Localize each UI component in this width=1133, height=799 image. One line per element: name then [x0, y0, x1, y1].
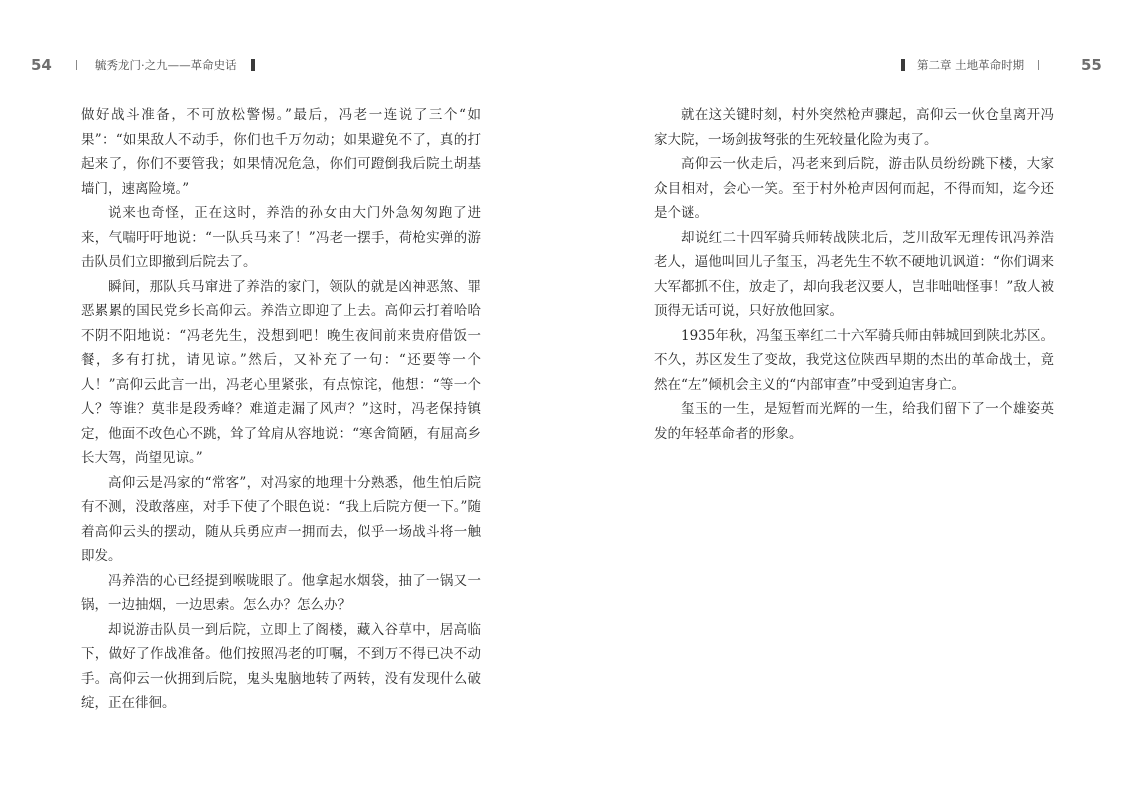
header-divider: [76, 60, 77, 70]
paragraph: 高仰云是冯家的“常客”，对冯家的地理十分熟悉，他生怕后院有不测，没敢落座，对手下使了个眼色说：“我上后院方便一下。”随着高仰云头的摆动，随从兵勇应声一拥而去，似乎一场战斗将一触即发。: [81, 474, 481, 564]
page-number: 54: [31, 56, 52, 74]
paragraph: 说来也奇怪，正在这时，养浩的孙女由大门外急匆匆跑了进来，气喘吁吁地说：“一队兵马来了！”冯老一摆手，荷枪实弹的游击队员们立即撤到后院去了。: [81, 205, 481, 270]
paragraph: 却说游击队员一到后院，立即上了阁楼，藏入谷草中，居高临下，做好了作战准备。他们按照冯老的叮嘱，不到万不得已决不动手。高仰云一伙拥到后院，鬼头鬼脑地转了两转，没有发现什么破绽，正在徘徊。: [81, 621, 481, 711]
paragraph: 1935年秋，冯玺玉率红二十六军骑兵师由韩城回到陕北苏区。不久，苏区发生了变故，我党这位陕西早期的杰出的革命战士，竟然在“左”倾机会主义的“内部审查”中受到迫害身亡。: [654, 327, 1054, 393]
paragraph: 却说红二十四军骑兵师转战陕北后，芝川敌军无理传讯冯养浩老人，逼他叫回儿子玺玉，冯老先生不软不硬地讥讽道：“你们调来大军都抓不住，放走了，却向我老汉要人，岂非咄咄怪事！”敌人被顶得无话可说，只好放他回家。: [654, 229, 1054, 319]
running-head-text: 第二章 土地革命时期: [917, 58, 1025, 72]
paragraph: 做好战斗准备，不可放松警惕。”最后，冯老一连说了三个“如果”：“如果敌人不动手，你们也千万勿动；如果避免不了，真的打起来了，你们不要管我；如果情况危急，你们可蹬倒我后院土胡基墙门，速离险境。”: [81, 107, 481, 197]
header-divider: [1038, 60, 1039, 70]
running-head-text: 毓秀龙门·之九——革命史话: [95, 58, 237, 72]
paragraph: 冯养浩的心已经提到喉咙眼了。他拿起水烟袋，抽了一锅又一锅，一边抽烟，一边思索。怎么办？怎么办？: [81, 572, 481, 613]
paragraph: 玺玉的一生，是短暂而光辉的一生，给我们留下了一个雄姿英发的年轻革命者的形象。: [654, 401, 1054, 442]
running-head: [76, 57, 264, 73]
body-text: [654, 103, 1054, 446]
running-head: [901, 57, 1048, 73]
header-marker: [251, 59, 255, 71]
body-text: [81, 103, 481, 716]
paragraph: 瞬间，那队兵马窜进了养浩的家门，领队的就是凶神恶煞、罪恶累累的国民党乡长高仰云。养浩立即迎了上去。高仰云打着哈哈不阴不阳地说：“冯老先生，没想到吧！晚生夜间前来贵府借饭一餐，多有打扰，请见谅。”然后，又补充了一句：“还要等一个人！”高仰云此言一出，冯老心里紧张，有点惊诧，他想：“等一个人？等谁？莫非是段秀峰？难道走漏了风声？”这时，冯老保持镇定，他面不改色心不跳，耸了耸肩从容地说：“寒舍简陋，有屈高乡长大驾，尚望见谅。”: [81, 278, 481, 466]
header-marker: [901, 59, 905, 71]
page-number: 55: [1081, 56, 1102, 74]
paragraph: 就在这关键时刻，村外突然枪声骤起，高仰云一伙仓皇离开冯家大院，一场剑拔弩张的生死较量化险为夷了。: [654, 107, 1054, 148]
paragraph: 高仰云一伙走后，冯老来到后院，游击队员纷纷跳下楼，大家众目相对，会心一笑。至于村外枪声因何而起，不得而知，迄今还是个谜。: [654, 156, 1054, 221]
